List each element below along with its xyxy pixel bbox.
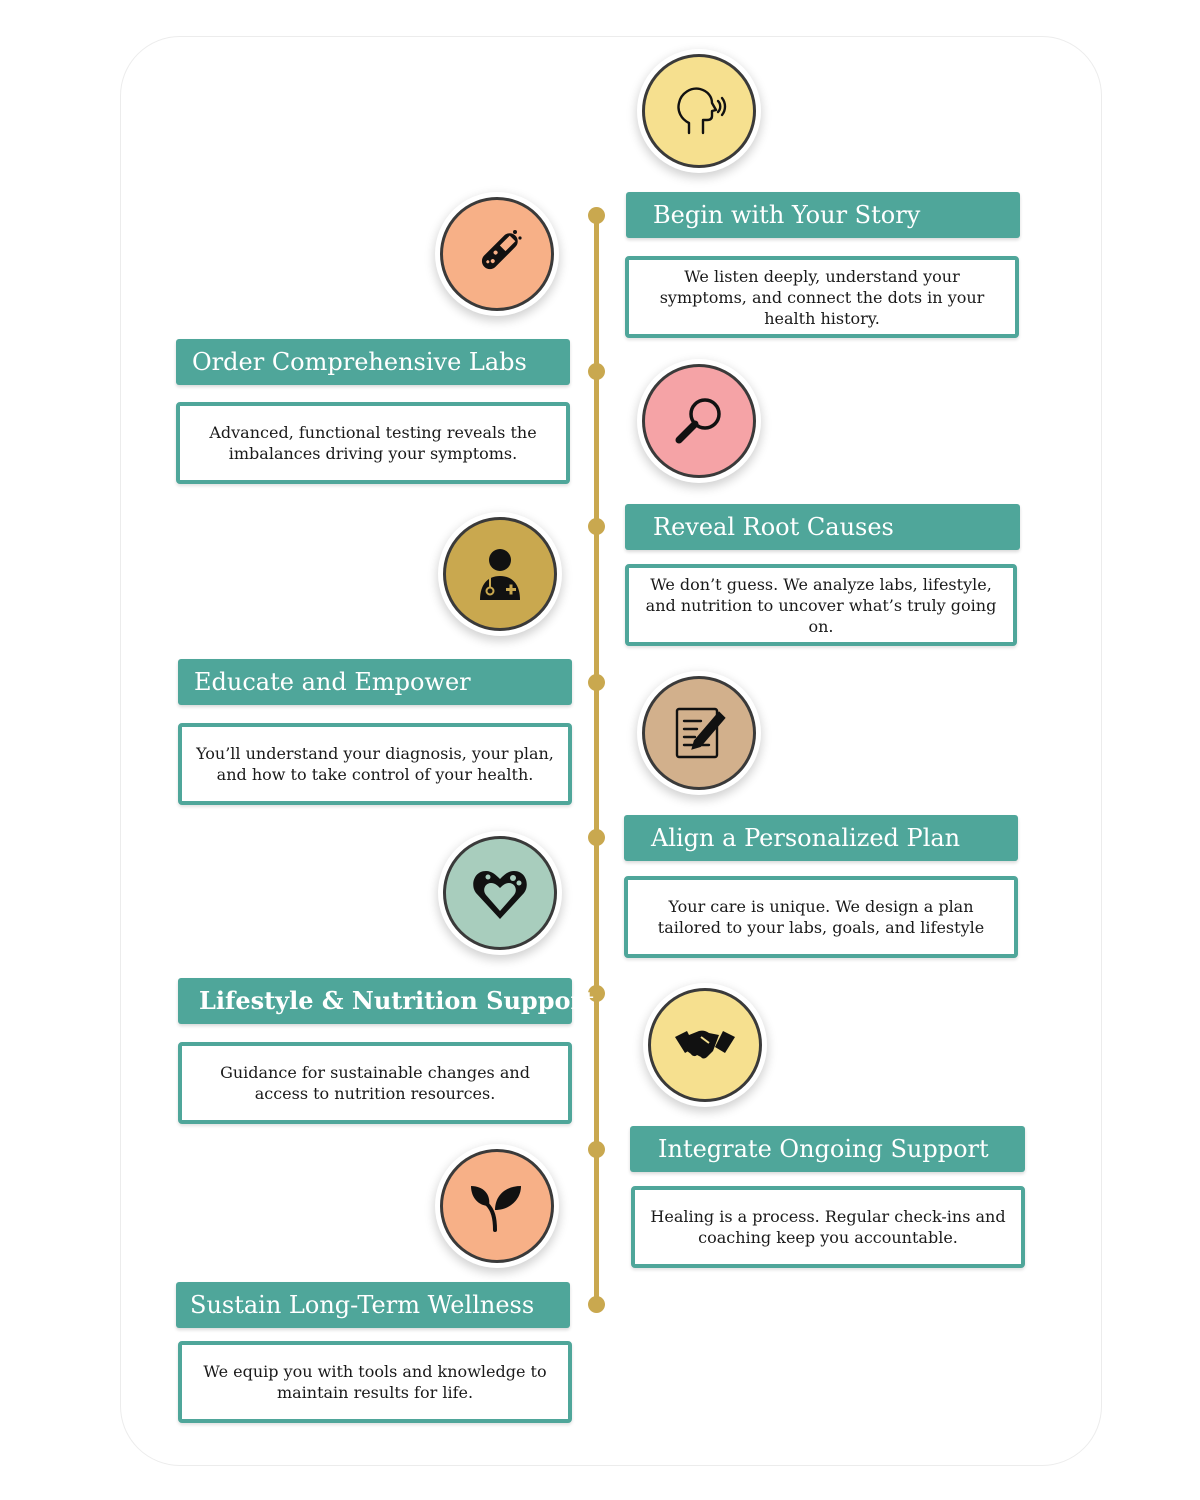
timeline-dot (588, 829, 605, 846)
step-description-reveal-root-causes: We don’t guess. We analyze labs, lifestyle, and nutrition to uncover what’s truly going on. (625, 564, 1017, 646)
speaking-head-icon (642, 54, 756, 168)
step-title-order-comprehensive-labs: Order Comprehensive Labs (176, 339, 570, 385)
document-pen-icon (642, 676, 756, 790)
step-title-reveal-root-causes: Reveal Root Causes (625, 504, 1020, 550)
timeline-dot (588, 518, 605, 535)
step-title-educate-and-empower: Educate and Empower (178, 659, 572, 705)
step-description-order-comprehensive-labs: Advanced, functional testing reveals the imbalances driving your symptoms. (176, 402, 570, 484)
step-title-lifestyle-and-nutrition-support: Lifestyle & Nutrition Support (178, 978, 572, 1024)
step-title-integrate-ongoing-support: Integrate Ongoing Support (630, 1126, 1025, 1172)
step-description-educate-and-empower: You’ll understand your diagnosis, your plan, and how to take control of your health. (178, 723, 572, 805)
handshake-icon (648, 988, 762, 1102)
step-description-lifestyle-and-nutrition-support: Guidance for sustainable changes and access to nutrition resources. (178, 1042, 572, 1124)
timeline-dot (588, 1296, 605, 1313)
step-description-sustain-long-term-wellness: We equip you with tools and knowledge to maintain results for life. (178, 1341, 572, 1423)
doctor-icon (443, 517, 557, 631)
test-tube-icon (440, 197, 554, 311)
step-title-sustain-long-term-wellness: Sustain Long-Term Wellness (176, 1282, 570, 1328)
timeline-dot (588, 1141, 605, 1158)
timeline-dot (588, 207, 605, 224)
step-description-align-a-personalized-plan: Your care is unique. We design a plan tailored to your labs, goals, and lifestyle (624, 876, 1018, 958)
step-title-begin-with-your-story: Begin with Your Story (626, 192, 1020, 238)
timeline-dot (588, 363, 605, 380)
heart-produce-icon (443, 836, 557, 950)
timeline-dot (588, 674, 605, 691)
step-description-integrate-ongoing-support: Healing is a process. Regular check-ins and coaching keep you accountable. (631, 1186, 1025, 1268)
magnifying-glass-icon (642, 364, 756, 478)
step-description-begin-with-your-story: We listen deeply, understand your symptoms, and connect the dots in your health history. (625, 256, 1019, 338)
step-title-align-a-personalized-plan: Align a Personalized Plan (624, 815, 1018, 861)
sprout-icon (440, 1149, 554, 1263)
